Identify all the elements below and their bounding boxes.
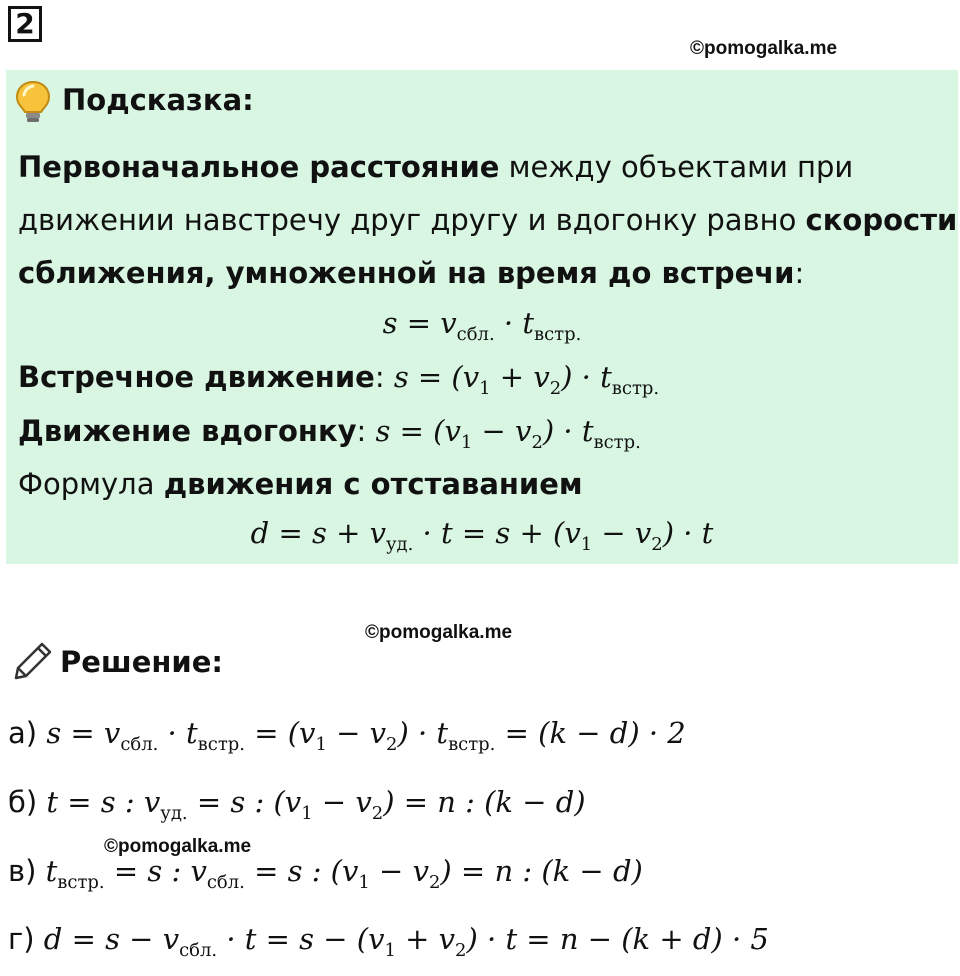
hint-text: движении навстречу друг другу и вдогонку равно — [18, 203, 806, 237]
hint-text: Формула — [18, 467, 164, 501]
hint-title: Подсказка: — [62, 83, 254, 117]
hint-text: : — [374, 360, 394, 394]
hint-bold-term: сближения, умноженной на время до встречи — [18, 256, 795, 290]
formula-oncoming: $s = (v_1 + v_2) \cdot t_{встр.}$ — [393, 360, 660, 399]
solution-item-a — [8, 708, 686, 770]
lightbulb-icon — [14, 79, 52, 125]
solution-title: Решение: — [60, 645, 224, 679]
oncoming-label: Встречное движение — [18, 360, 375, 394]
hint-line-3 — [18, 246, 804, 300]
formula-main: $s = v_{сбл.} \cdot t_{встр.}$ — [382, 306, 582, 345]
watermark: ©pomogalka.me — [365, 622, 513, 643]
hint-bold-term: скорости — [805, 203, 958, 237]
hint-line-1 — [18, 140, 853, 194]
pursuit-label: Движение вдогонку — [18, 414, 357, 448]
formula-c: $t_{встр.} = s$ : $v_{сбл.} = s$ : $(v_1 - v_2) = n$ : (k − d) — [45, 854, 643, 893]
item-letter: б) — [8, 785, 38, 819]
hint-lag — [18, 457, 583, 511]
formula-lag: $d = s + v_{уд.} \cdot t = s + (v_1 - v_2) \cdot t$ — [250, 516, 714, 555]
hint-text: между объектами при — [499, 150, 854, 184]
pencil-icon — [12, 640, 54, 682]
formula-pursuit: $s = (v_1 - v_2) \cdot t_{встр.}$ — [375, 414, 641, 453]
solution-item-b — [8, 777, 586, 839]
hint-text: : — [794, 256, 805, 290]
hint-bold-term: Первоначальное расстояние — [18, 150, 500, 184]
solution-item-d — [8, 914, 769, 976]
solution-item-c — [8, 846, 643, 908]
watermark: ©pomogalka.me — [690, 38, 838, 59]
item-letter: г) — [8, 922, 35, 956]
formula-b: t = s : $v_{уд.} = s$ : $(v_1 - v_2) = n$ : (k − d) — [46, 785, 586, 824]
hint-text: : — [356, 414, 376, 448]
formula-a: $s = v_{сбл.} \cdot t_{встр.} = (v_1 - v_2) \cdot t_{встр.} = (k - d) \cdot 2$ — [46, 716, 686, 755]
watermark: ©pomogalka.me — [104, 836, 252, 857]
formula-d: $d = s - v_{сбл.} \cdot t = s - (v_1 + v_2) \cdot t = n - (k + d) \cdot 5$ — [43, 922, 769, 961]
item-letter: а) — [8, 716, 38, 750]
task-number: 2 — [8, 6, 42, 42]
item-letter: в) — [8, 854, 37, 888]
lag-label: движения с отставанием — [163, 467, 583, 501]
hint-line-2 — [18, 193, 957, 247]
